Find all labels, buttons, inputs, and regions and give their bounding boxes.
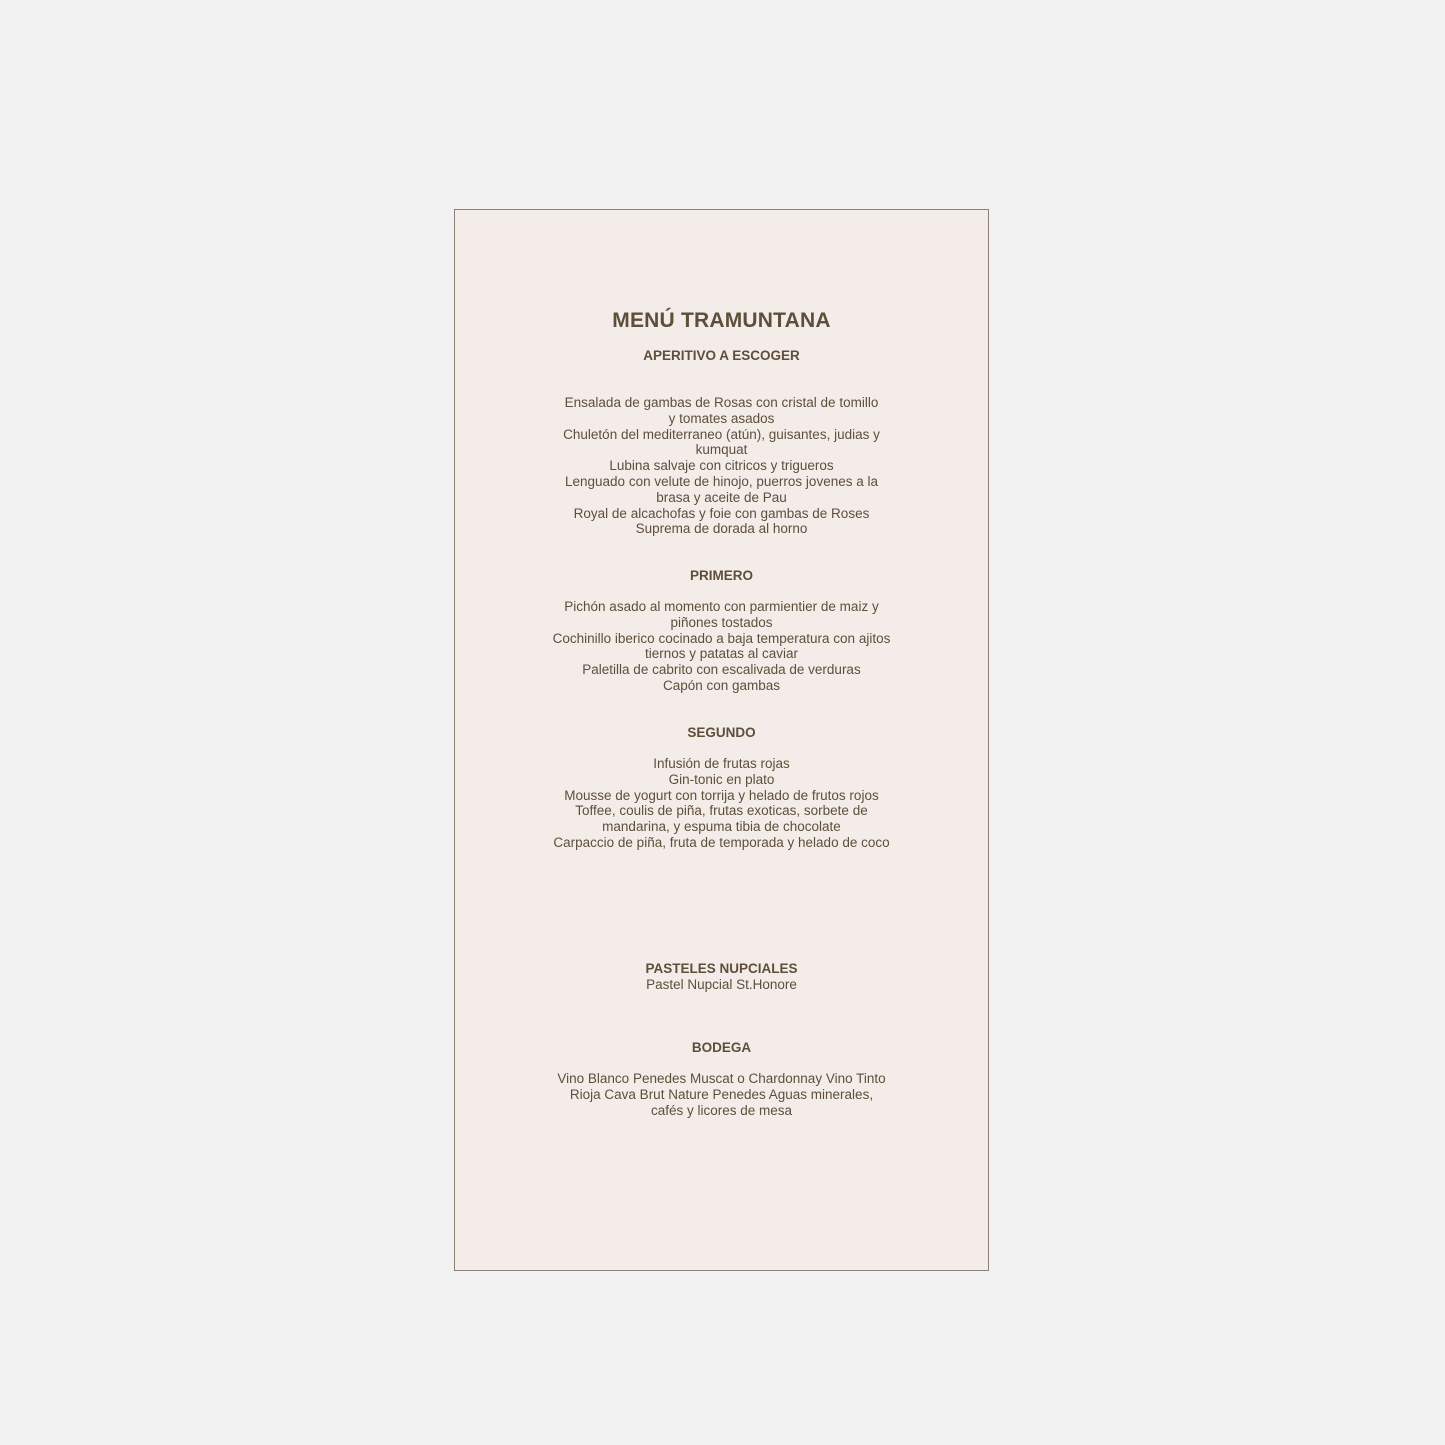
menu-item-line: Paletilla de cabrito con escalivada de verduras	[582, 662, 861, 678]
menu-item-line: Mousse de yogurt con torrija y helado de frutos rojos	[564, 787, 879, 803]
menu-item-line: Ensalada de gambas de Rosas con cristal de tomillo	[564, 395, 879, 410]
menu-item-line: Lubina salvaje con citricos y trigueros	[609, 458, 834, 474]
menu-item-line: Pichón asado al momento con parmientier de maiz y	[564, 599, 879, 614]
section-items-primero	[455, 599, 988, 694]
menu-item-line: Lenguado con velute de hinojo, puerros jovenes a la	[565, 473, 878, 489]
menu-item-line: Cochinillo iberico cocinado a baja temperatura con ajitos	[552, 630, 891, 646]
menu-item-line: Chuletón del mediterraneo (atún), guisantes, judias y	[563, 426, 880, 442]
menu-item-line: mandarina, y espuma tibia de chocolate	[602, 819, 841, 835]
menu-item-line: brasa y aceite de Pau	[656, 489, 787, 505]
section-items-bodega	[455, 1071, 988, 1118]
section-heading-primero: PRIMERO	[689, 568, 753, 583]
menu-item-line: tiernos y patatas al caviar	[644, 646, 799, 662]
section-heading-bodega: BODEGA	[691, 1040, 752, 1055]
menu-item-line: Suprema de dorada al horno	[635, 521, 808, 537]
section-heading-aperitivo: APERITIVO A ESCOGER	[643, 348, 800, 363]
menu-item-line: Rioja Cava Brut Nature Penedes Aguas minerales,	[569, 1086, 874, 1102]
section-items-segundo	[455, 756, 988, 851]
menu-item-line: y tomates asados	[668, 410, 775, 426]
menu-item-line: Infusión de frutas rojas	[653, 756, 790, 771]
section-items-aperitivo	[455, 395, 988, 537]
menu-item-line: Carpaccio de piña, fruta de temporada y helado de coco	[553, 834, 890, 850]
section-items-pasteles	[455, 977, 988, 993]
section-heading-pasteles: PASTELES NUPCIALES	[645, 961, 798, 976]
menu-item-line: cafés y licores de mesa	[650, 1102, 793, 1118]
menu-card	[454, 209, 989, 1271]
menu-item-line: Royal de alcachofas y foie con gambas de Roses	[573, 505, 870, 521]
menu-item-line: Toffee, coulis de piña, frutas exoticas, sorbete de	[575, 803, 868, 819]
menu-item-line: Pastel Nupcial St.Honore	[646, 977, 797, 992]
menu-item-line: Capón con gambas	[662, 677, 781, 693]
menu-item-line: piñones tostados	[670, 614, 773, 630]
menu-item-line: kumquat	[695, 442, 748, 458]
menu-title: MENÚ TRAMUNTANA	[612, 309, 831, 332]
section-heading-segundo: SEGUNDO	[687, 725, 756, 740]
menu-item-line: Vino Blanco Penedes Muscat o Chardonnay Vino Tinto	[557, 1071, 886, 1086]
menu-item-line: Gin-tonic en plato	[668, 771, 775, 787]
